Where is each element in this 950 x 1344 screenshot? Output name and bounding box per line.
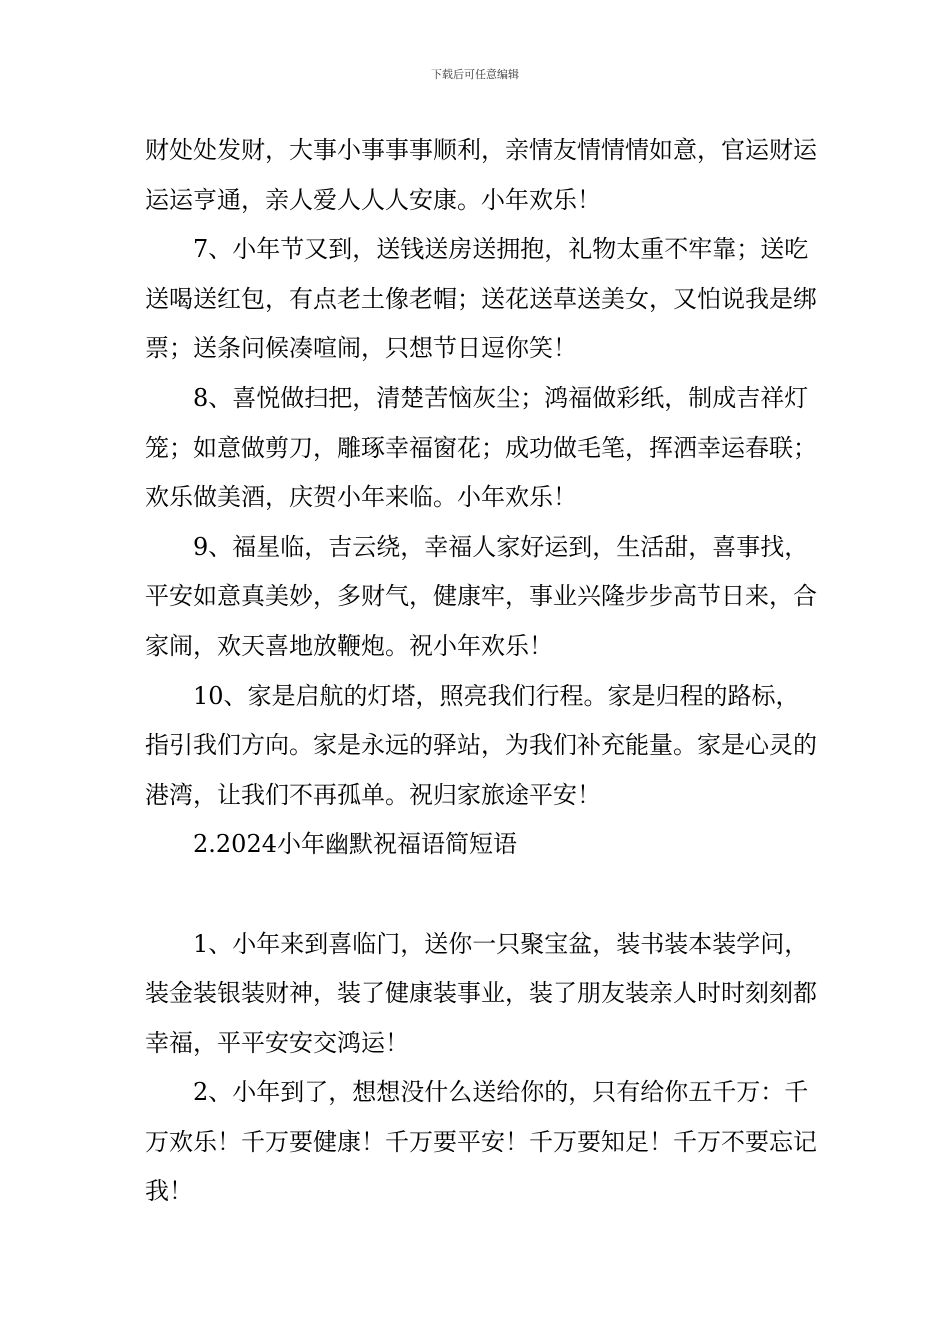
paragraph-item-1: 1、小年来到喜临门，送你一只聚宝盆，装书装本装学问，装金装银装财神，装了健康装事业，装了朋友装亲人时时刻刻都幸福，平平安安交鸿运！ <box>145 929 817 1057</box>
paragraph-item-9: 9、福星临，吉云绕，幸福人家好运到，生活甜，喜事找，平安如意真美妙，多财气，健康牢，事业兴隆步步高节日来，合家闹，欢天喜地放鞭炮。祝小年欢乐！ <box>145 532 817 660</box>
document-body <box>145 126 820 1217</box>
section-heading: 2.2024小年幽默祝福语简短语 <box>193 830 517 859</box>
paragraph-item-10: 10、家是启航的灯塔，照亮我们行程。家是归程的路标，指引我们方向。家是永远的驿站，为我们补充能量。家是心灵的港湾，让我们不再孤单。祝归家旅途平安！ <box>145 681 817 809</box>
header-note: 下载后可任意编辑 <box>431 68 519 81</box>
paragraph-item-8: 8、喜悦做扫把，清楚苦恼灰尘；鸿福做彩纸，制成吉祥灯笼；如意做剪刀，雕琢幸福窗花；成功做毛笔，挥洒幸运春联；欢乐做美酒，庆贺小年来临。小年欢乐！ <box>145 383 817 512</box>
paragraph-item-2: 2、小年到了，想想没什么送给你的，只有给你五千万：千万欢乐！千万要健康！千万要平安！千万要知足！千万不要忘记我！ <box>145 1078 817 1206</box>
section-gap <box>145 870 820 920</box>
paragraph-continuation: 财处处发财，大事小事事事顺利，亲情友情情情如意，官运财运运运亨通，亲人爱人人人安康。小年欢乐！ <box>145 136 817 214</box>
paragraph-item-7: 7、小年节又到，送钱送房送拥抱，礼物太重不牢靠；送吃送喝送红包，有点老土像老帽；送花送草送美女，又怕说我是绑票；送条问候凑喧闹，只想节日逗你笑！ <box>145 235 817 363</box>
